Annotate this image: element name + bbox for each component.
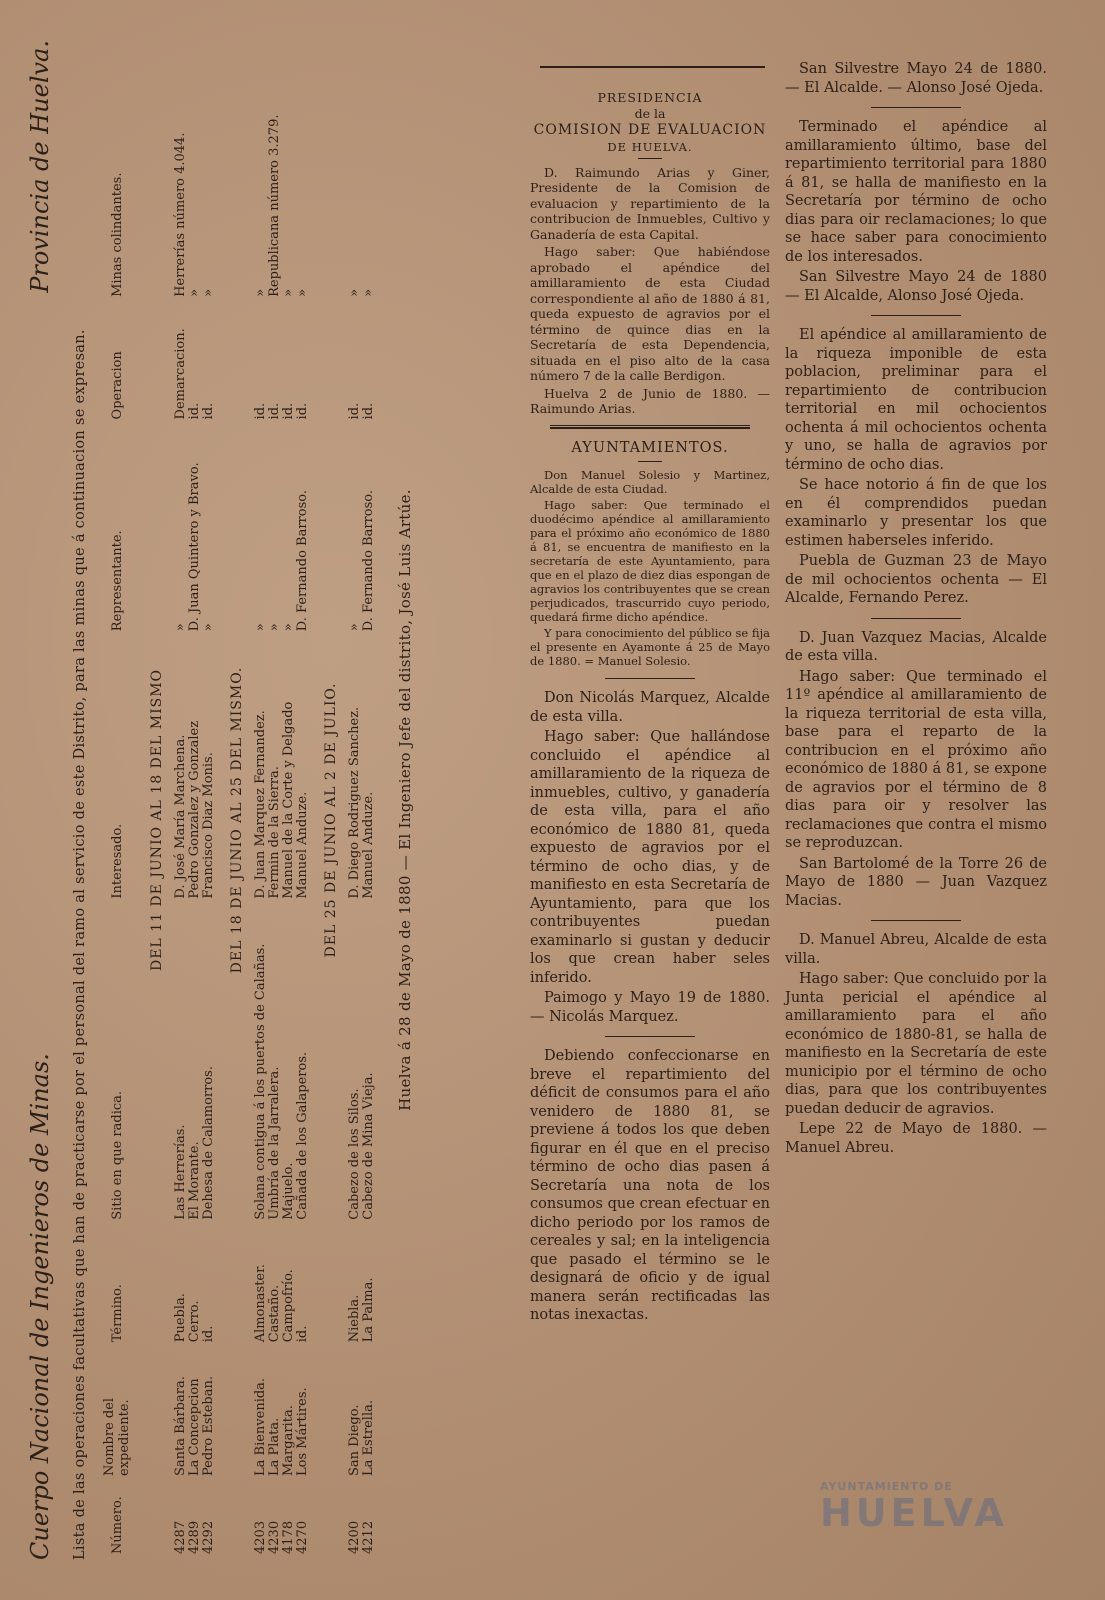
lepe-notice (785, 931, 1047, 1157)
sansilvestre-notice (785, 60, 1047, 305)
cell-name: La Plata. (267, 1417, 282, 1476)
sansilvestre-body: Terminado el apéndice al amillaramiento último, base del repartimiento territorial para 1880 á 81, se halla de manifiesto en la Secretaría por término de ocho dias para oir reclamaciones; lo que se hace saber para conocimiento de los interesados. (785, 119, 1047, 265)
paymogo-notice (530, 689, 770, 1026)
sanbartolome-sign: San Bartolomé de la Torre 26 de Mayo de 1880 — Juan Vazquez Macias. (785, 855, 1047, 909)
paymogo-body: Hago saber: Que hallándose concluido el apéndice al amillaramiento de la riqueza de inmuebles, cultivo, y ganadería de esta villa, para el año económico de 1880 81, queda expuesto de agravios por el término de ocho dias, y de manifiesto en esta Secretaría de Ayuntamiento, para que los contribuyentes puedan examinarlo si gustan y deducir los que crean haber seles inferido. (530, 729, 770, 986)
consumos-notice (530, 1047, 770, 1325)
cell-name: La Concepcion (187, 1378, 202, 1476)
header-interesado: Interesado. (109, 823, 125, 899)
cell-op: id. (281, 402, 296, 420)
sanbartolome-head: D. Juan Vazquez Macias, Alcalde de esta villa. (785, 629, 1047, 664)
cell-term: Cerro. (187, 1300, 202, 1343)
cell-op: id. (201, 402, 216, 420)
puebla-body2: Se hace notorio á fin de que los en él comprendidos puedan examinarlo y presentar los que estimen haberseles inferido. (785, 477, 1047, 549)
cell-num: 4287 (173, 1520, 188, 1554)
lepe-body: Hago saber: Que concluido por la Junta pericial el apéndice al amillaramiento para el año económico de 1880-81, se halla de manifiesto en la Secretaría de este municipio por el término de ocho dias, para que los contribuyentes puedan deducir de agravios. (785, 971, 1047, 1117)
cell-term: Campofrío. (281, 1269, 296, 1343)
cell-int: Pedro Gonzalez y Gonzalez (187, 720, 202, 899)
cell-int: D. José María Marchena. (173, 734, 188, 899)
header-expediente: Nombre del expediente. (102, 1397, 132, 1476)
sansilvestre-sign2: San Silvestre Mayo 24 de 1880 — El Alcalde, Alonso José Ojeda. (785, 269, 1047, 304)
cell-site: Umbría de la Jarralera. (267, 1066, 282, 1220)
ayamonte-notice (530, 439, 770, 669)
header-number: Número. (109, 1496, 125, 1554)
divider (871, 315, 961, 316)
sanbartolome-body: Hago saber: Que terminado el 11º apéndice al amillaramiento de la riqueza territorial de esta villa, base para el reparto de la contribucion en el próximo año económico de 1880 á 81, se expone de agravios por el término de 8 dias para oir y resolver las reclamaciones que contra el mismo se reproduzcan. (785, 668, 1047, 851)
cell-int: Fermin de la Sierra. (267, 766, 282, 899)
cell-rep: » (347, 623, 362, 632)
table-row (188, 80, 202, 1560)
cell-mines: » (253, 288, 268, 297)
mining-operations-section (0, 0, 530, 1600)
puebla-body: El apéndice al amillaramiento de la riqueza imponible de esta poblacion, preliminar para el repartimiento de contribucion territorial en mil ochocientos ochenta á mil ochocientos ochenta y uno, se halla de agravios por término de ocho dias. (785, 327, 1047, 473)
sanbartolome-notice (785, 629, 1047, 911)
paymogo-head: Don Nicolás Marquez, Alcalde de esta villa. (530, 690, 770, 725)
divider (871, 618, 961, 619)
cell-op: Demarcacion. (173, 328, 188, 420)
divider (605, 678, 695, 679)
presidencia-sub2: COMISION DE EVALUACION (533, 122, 767, 138)
province-title: Provincia de Huelva. (26, 40, 54, 293)
presidencia-sub3: DE HUELVA. (607, 139, 693, 154)
cell-mines: Republicana número 3.279. (267, 114, 282, 297)
cell-term: Almonaster. (253, 1263, 268, 1343)
presidencia-sub1: de la (634, 105, 666, 121)
cell-int: D. Juan Marquez Fernandez. (253, 710, 268, 899)
cell-term: id. (295, 1325, 310, 1343)
cell-op: id. (187, 402, 202, 420)
cell-int: Manuel de la Corte y Delgado (281, 701, 296, 899)
cell-name: Pedro Esteban. (201, 1375, 216, 1476)
archive-seal-watermark (820, 1480, 1008, 1560)
cell-op: id. (253, 402, 268, 420)
cell-term: La Palma. (361, 1277, 376, 1343)
cell-site: Cabezo de los Silos. (347, 1088, 362, 1220)
header-minas: Minas colindantes. (109, 172, 125, 297)
presidencia-body: D. Raimundo Arias y Giner, Presidente de la Comision de evaluacion y repartimiento de la contribucion de Inmuebles, Cultivo y Ganadería de esta Capital. (530, 164, 770, 242)
divider (605, 1036, 695, 1037)
column-b (785, 60, 1047, 1163)
table-row (174, 80, 188, 1560)
column-a (530, 60, 770, 1331)
cell-name: Santa Bárbara. (173, 1376, 188, 1476)
period-row (136, 80, 174, 1560)
cell-mines: Herrerías número 4.044. (173, 132, 188, 297)
cell-rep: » (253, 623, 268, 632)
cell-op: id. (361, 402, 376, 420)
cell-rep: » (173, 623, 188, 632)
cell-mines: » (347, 288, 362, 297)
cell-site: Cabezo de Mina Vieja. (361, 1072, 376, 1220)
ayamonte-body: Hago saber: Que terminado el duodécimo apéndice al amillaramiento para el próximo año económico de 1880 á 81, se encuentra de manifiesto en la secretaría de este Ayuntamiento, para que en el plazo de diez dias espongan de agravios los contribuyentes que se crean perjudicados, trascurrido cuyo periodo, quedará firme dicho apéndice. (530, 498, 770, 624)
cell-name: Margarita. (281, 1405, 296, 1476)
presidencia-notice (530, 90, 770, 417)
cell-num: 4203 (253, 1520, 268, 1554)
cell-term: Puebla. (173, 1293, 188, 1343)
period-row (310, 80, 348, 1560)
header-operacion: Operacion (109, 351, 125, 420)
cell-op: id. (347, 402, 362, 420)
seal-line1: AYUNTAMIENTO DE (820, 1480, 953, 1493)
cell-mines: » (295, 288, 310, 297)
table-row (296, 80, 310, 1560)
period-row (216, 80, 254, 1560)
cell-name: San Diego. (347, 1404, 362, 1476)
consumos-body: Debiendo confeccionarse en breve el repartimiento del déficit de consumos para el año venidero de 1880 81, se previene á todos los que deben figurar en él que en el preciso término de ocho dias pasen á Secretaría una nota de los consumos que crean efectuar en dicho periodo por los ramos de cereales y sal; en la inteligencia que pasado el término se le designará de oficio y de igual manera serán rectificadas las notas inexactas. (530, 1048, 770, 1323)
presidencia-sign: Huelva 2 de Junio de 1880. — Raimundo Arias. (530, 385, 770, 416)
cell-int: D. Diego Rodriguez Sanchez. (347, 706, 362, 899)
puebla-notice (785, 326, 1047, 608)
cell-num: 4178 (281, 1520, 296, 1554)
divider (550, 425, 750, 429)
period-label: DEL 25 DE JUNIO AL 2 DE JULIO. (323, 682, 339, 958)
table-body (136, 80, 376, 1560)
cell-int: Francisco Diaz Monis. (201, 752, 216, 899)
table-footer: Huelva á 28 de Mayo de 1880 — El Ingeniero Jefe del distrito, José Luis Artúe. (396, 489, 414, 1111)
cell-rep: » (267, 623, 282, 632)
cell-rep: D. Juan Quintero y Bravo. (187, 462, 202, 632)
ayuntamientos-title: AYUNTAMIENTOS. (571, 439, 729, 456)
cell-rep: D. Fernando Barroso. (361, 490, 376, 632)
cell-num: 4230 (267, 1520, 282, 1554)
cell-site: Las Herrerías. (173, 1124, 188, 1220)
lepe-sign: Lepe 22 de Mayo de 1880. — Manuel Abreu. (785, 1121, 1047, 1156)
cell-mines: » (187, 288, 202, 297)
cell-site: Solana contigua á los puertos de Calañas. (253, 943, 268, 1220)
cell-site: Dehesa de Calamorros. (201, 1066, 216, 1220)
paymogo-sign: Paimogo y Mayo 19 de 1880. — Nicolás Marquez. (530, 990, 770, 1025)
table-row (268, 80, 282, 1560)
operations-table (98, 80, 376, 1560)
presidencia-body2: Hago saber: Que habiéndose aprobado el apéndice del amillaramiento de esta Ciudad correspondiente al año de 1880 á 81, queda expuesto de agravios por el término de quince dias en la Secretaría de esta Dependencia, situada en el piso alto de la casa número 7 de la calle Berdigon. (530, 244, 770, 383)
lepe-head: D. Manuel Abreu, Alcalde de esta villa. (785, 932, 1047, 967)
ayamonte-body2: Y para conocimiento del público se fija el presente en Ayamonte á 25 de Mayo de 1880. = Manuel Solesio. (530, 626, 770, 668)
cell-name: La Estrella. (361, 1399, 376, 1476)
cell-rep: » (281, 623, 296, 632)
table-intro: Lista de las operaciones facultativas que han de practicarse por el personal del ramo al servicio de este Distrito, para las minas que á continuacion se expresan. (72, 329, 88, 1560)
cell-site: Cañada de los Galaperos. (295, 1051, 310, 1220)
cell-int: Manuel Anduze. (295, 791, 310, 899)
sansilvestre-sign1: San Silvestre Mayo 24 de 1880. — El Alcalde. — Alonso José Ojeda. (785, 61, 1047, 96)
puebla-sign: Puebla de Guzman 23 de Mayo de mil ochocientos ochenta — El Alcalde, Fernando Perez. (785, 553, 1047, 606)
corps-title: Cuerpo Nacional de Ingenieros de Minas. (26, 1053, 54, 1560)
cell-num: 4270 (295, 1520, 310, 1554)
table-row (362, 80, 376, 1560)
cell-term: Niebla. (347, 1294, 362, 1343)
divider (871, 920, 961, 921)
table-header-row (98, 80, 136, 1560)
cell-int: Manuel Anduze. (361, 791, 376, 899)
cell-num: 4289 (187, 1520, 202, 1554)
seal-line2: HUELVA (820, 1491, 1008, 1535)
table-row (348, 80, 362, 1560)
table-row (202, 80, 216, 1560)
divider (871, 107, 961, 108)
cell-name: La Bienvenida. (253, 1377, 268, 1476)
cell-site: El Morante. (187, 1141, 202, 1220)
cell-num: 4212 (361, 1520, 376, 1554)
cell-mines: » (361, 288, 376, 297)
cell-op: id. (295, 402, 310, 420)
divider (638, 158, 662, 159)
cell-site: Majuelo. (281, 1162, 296, 1220)
table-row (254, 80, 268, 1560)
header-termino: Término. (109, 1284, 125, 1343)
divider (638, 461, 662, 462)
header-representante: Representante. (109, 530, 125, 632)
cell-num: 4200 (347, 1520, 362, 1554)
cell-op: id. (267, 402, 282, 420)
cell-term: id. (201, 1325, 216, 1343)
table-row (282, 80, 296, 1560)
cell-name: Los Mártires. (295, 1387, 310, 1476)
cell-mines: » (201, 288, 216, 297)
cell-num: 4292 (201, 1520, 216, 1554)
period-label: DEL 11 DE JUNIO AL 18 DEL MISMO (149, 668, 165, 972)
header-sitio: Sitio en que radica. (109, 1090, 125, 1220)
period-label: DEL 18 DE JUNIO AL 25 DEL MISMO. (229, 666, 245, 974)
cell-rep: D. Fernando Barroso. (295, 490, 310, 632)
cell-term: Castaño. (267, 1284, 282, 1343)
ayamonte-head: Don Manuel Solesio y Martinez, Alcalde de esta Ciudad. (530, 468, 770, 496)
presidencia-title: PRESIDENCIA (597, 90, 703, 105)
cell-mines: » (281, 288, 296, 297)
cell-rep: » (201, 623, 216, 632)
